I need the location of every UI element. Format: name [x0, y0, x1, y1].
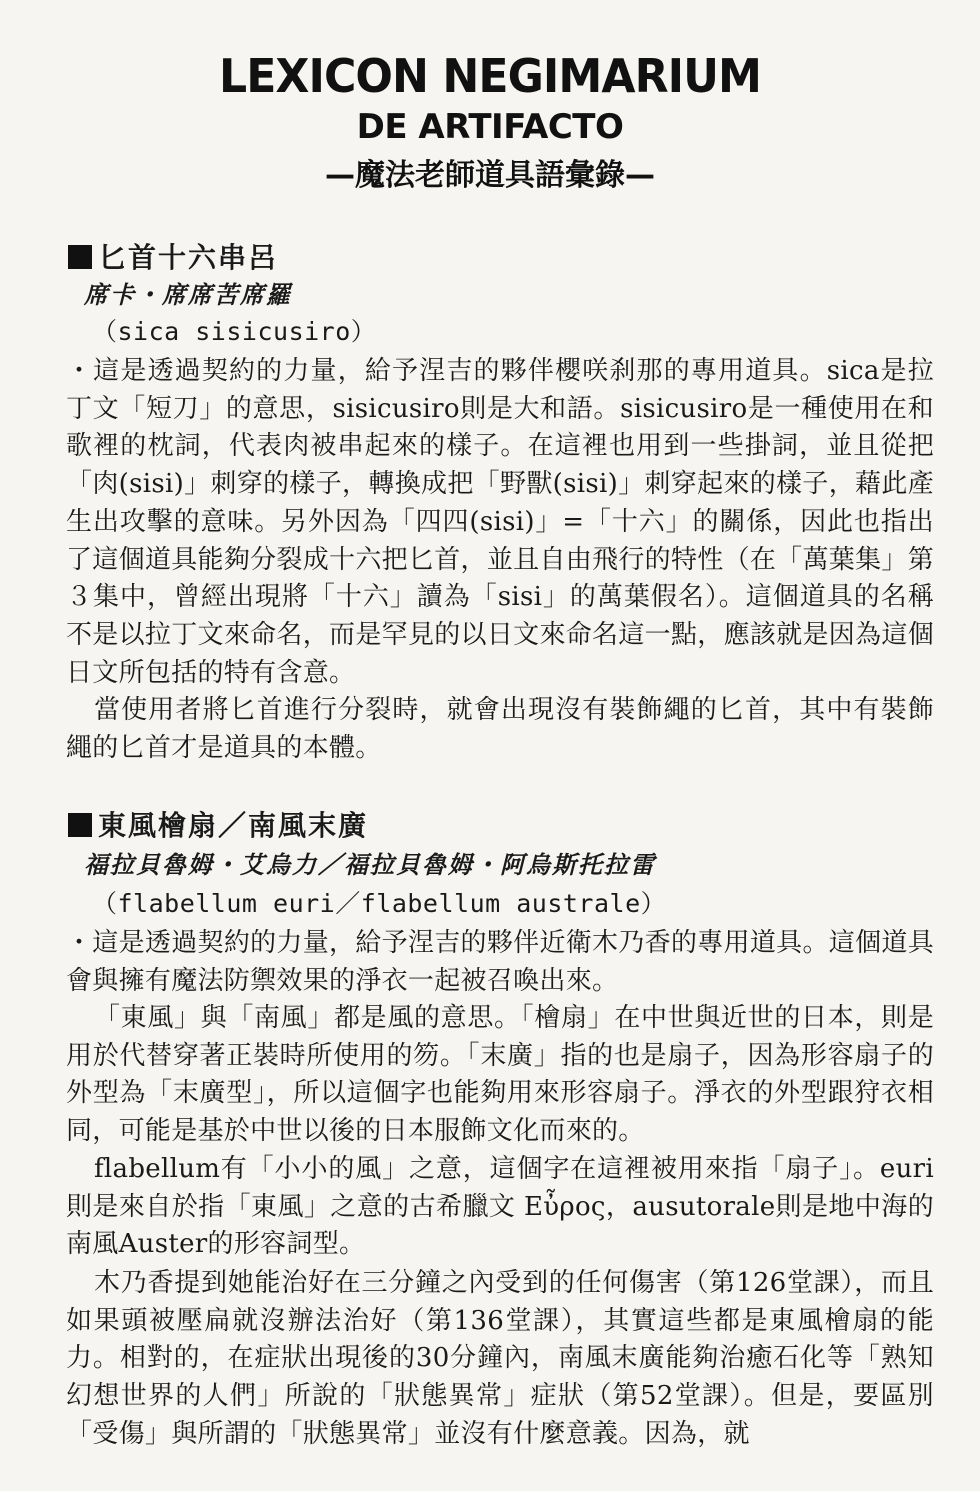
section-latin-name: （sica sisicusiro） [92, 317, 377, 346]
page-subtitle: DE ARTIFACTO [356, 107, 624, 147]
section-paragraph: 木乃香提到她能治好在三分鐘之內受到的任何傷害（第126堂課），而且如果頭被壓扁就沒辦法治好（第136堂課），其實這些都是東風檜扇的能力。相對的，在症狀出現後的30分鐘內，南風末廣能夠治癒石化等「熟知幻想世界的人們」所說的「狀態異常」症狀（第52堂課）。但是，要區別「受傷」與所謂的「狀態異常」並沒有什麼意義。因為，就 [66, 1268, 934, 1449]
section-latin-name: （flabellum euri／flabellum australe） [92, 889, 667, 918]
section-transliteration: 福拉貝魯姆・艾烏力／福拉貝魯姆・阿烏斯托拉雷 [84, 850, 656, 879]
section-paragraph: 當使用者將匕首進行分裂時，就會出現沒有裝飾繩的匕首，其中有裝飾繩的匕首才是道具的本體。 [66, 695, 934, 763]
chinese-title: —魔法老師道具語彙錄— [325, 158, 655, 193]
square-bullet-icon [68, 813, 92, 837]
section-paragraph: 「東風」與「南風」都是風的意思。「檜扇」在中世與近世的日本，則是用於代替穿著正裝時所使用的笏。「末廣」指的也是扇子，因為形容扇子的外型為「末廣型」，所以這個字也能夠用來形容扇子。淨衣的外型跟狩衣相同，可能是基於中世以後的日本服飾文化而來的。 [66, 1003, 934, 1147]
section-heading [68, 808, 368, 844]
square-bullet-icon [68, 245, 92, 269]
section-paragraph: ・這是透過契約的力量，給予涅吉的夥伴櫻咲刹那的專用道具。sica是拉丁文「短刀」的意思，sisicusiro則是大和語。sisicusiro是一種使用在和歌裡的枕詞，代表肉被串起來的樣子。在這裡也用到一些掛詞，並且從把「肉(sisi)」刺穿的樣子，轉換成把「野獸(sisi)」刺穿起來的樣子，藉此產生出攻擊的意味。另外因為「四四(sisi)」=「十六」的關係，因此也指出了這個道具能夠分裂成十六把匕首，並且自由飛行的特性（在「萬葉集」第３集中，曾經出現將「十六」讀為「sisi」的萬葉假名）。這個道具的名稱不是以拉丁文來命名，而是罕見的以日文來命名這一點，應該就是因為這個日文所包括的特有含意。 [66, 356, 934, 688]
section-heading-text: 東風檜扇／南風末廣 [98, 809, 369, 842]
section-paragraph: flabellum有「小小的風」之意，這個字在這裡被用來指「扇子」。euri則是來自於指「東風」之意的古希臘文 Eὖρος，ausutorale則是地中海的南風Auster的形容詞型。 [66, 1154, 934, 1260]
page-title: LEXICON NEGIMARIUM [219, 49, 761, 103]
section-heading [68, 240, 278, 276]
section-transliteration: 席卡・席席苦席羅 [84, 280, 292, 309]
section-heading-text: 匕首十六串呂 [98, 241, 279, 274]
section-paragraph: ・這是透過契約的力量，給予涅吉的夥伴近衛木乃香的專用道具。這個道具會與擁有魔法防禦效果的淨衣一起被召喚出來。 [66, 928, 934, 996]
